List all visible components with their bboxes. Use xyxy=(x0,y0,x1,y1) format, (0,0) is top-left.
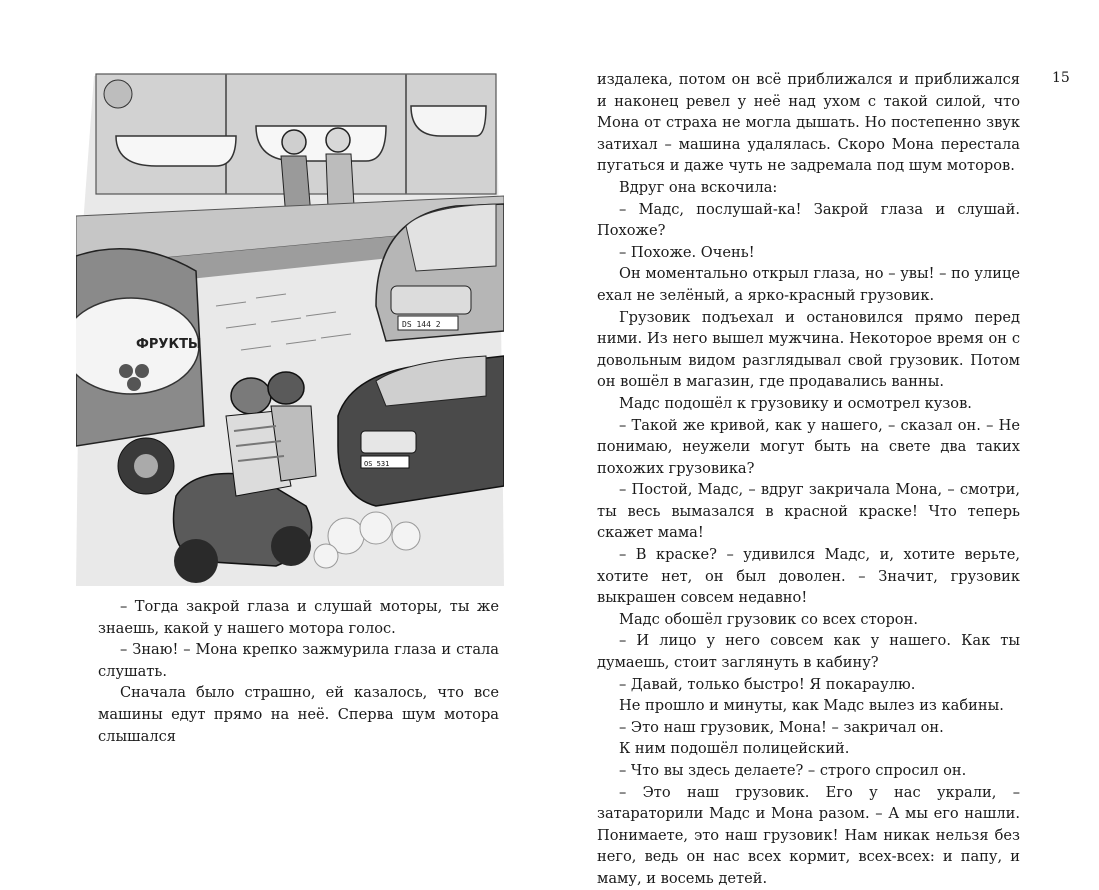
left-page xyxy=(0,0,549,783)
paragraph: Мадс обошёл грузовик со всех сторон. xyxy=(619,610,918,628)
paragraph: – Это наш грузовик. Его у нас украли, – затараторили Мадс и Мона разом. – А мы его нашли. Понимаете, это наш грузовик! Нам никак нельзя без него, ведь он нас всех кормит, всех-всех: и папу, и маму, и восемь детей. xyxy=(597,783,1020,887)
paragraph: Мадс подошёл к грузовику и осмотрел кузов. xyxy=(619,394,972,412)
fruit-sign: ФРУКТЫ xyxy=(136,337,202,352)
left-page-text xyxy=(98,596,499,747)
paragraph: – И лицо у него совсем как у нашего. Как ты думаешь, стоит заглянуть в кабину? xyxy=(597,632,1020,672)
paragraph: К ним подошёл полицейский. xyxy=(619,740,850,758)
paragraph: Он моментально открыл глаза, но – увы! – по улице ехал не зелёный, а ярко-красный грузовик. xyxy=(597,265,1020,304)
paragraph: – В краске? – удивился Мадс, и, хотите верьте, хотите нет, он был доволен. – Значит, грузовик выкрашен совсем недавно! xyxy=(597,546,1020,607)
paragraph: Грузовик подъехал и остановился прямо перед ними. Из него вышел мужчина. Некоторое время он с довольным видом разглядывал свой грузовик. Потом он вошёл в магазин, где продавались ванны. xyxy=(597,308,1020,391)
paragraph: – Похоже. Очень! xyxy=(619,243,755,261)
plate-top: DS 144 2 xyxy=(402,320,441,329)
paragraph: Вдруг она вскочила: xyxy=(619,178,778,196)
paragraph: Не прошло и минуты, как Мадс вылез из кабины. xyxy=(619,697,1004,715)
paragraph: – Это наш грузовик, Мона! – закричал он. xyxy=(619,718,944,736)
paragraph: издалека, потом он всё приближался и приближался и наконец ревел у неё над ухом с такой силой, что Мона от страха не могла дышать. Но постепенно звук затихал – машина удалялась. Скоро Мона перестала пугаться и даже чуть не задремала под шум моторов. xyxy=(597,71,1020,175)
street-illustration xyxy=(76,66,504,592)
paragraph: – Мадс, послушай-ка! Закрой глаза и слушай. Похоже? xyxy=(597,200,1020,240)
paragraph: – Знаю! – Мона крепко зажмурила глаза и стала слушать. xyxy=(98,641,499,680)
plate-bottom: OS 531 xyxy=(364,460,390,468)
page-number: 15 xyxy=(1052,70,1070,86)
paragraph: – Тогда закрой глаза и слушай моторы, ты же знаешь, какой у нашего мотора голос. xyxy=(98,598,499,637)
paragraph: Сначала было страшно, ей казалось, что все машины едут прямо на неё. Сперва шум мотора слышался xyxy=(98,684,499,745)
paragraph: – Такой же кривой, как у нашего, – сказал он. – Не понимаю, неужели могут быть на свете два таких похожих грузовика? xyxy=(597,416,1020,477)
paragraph: – Что вы здесь делаете? – строго спросил он. xyxy=(619,762,967,779)
paragraph: – Постой, Мадс, – вдруг закричала Мона, – смотри, ты весь вымазался в красной краске! Что теперь скажет мама! xyxy=(597,481,1020,542)
paragraph: – Давай, только быстро! Я покараулю. xyxy=(619,675,916,693)
right-page-text xyxy=(597,69,1020,890)
